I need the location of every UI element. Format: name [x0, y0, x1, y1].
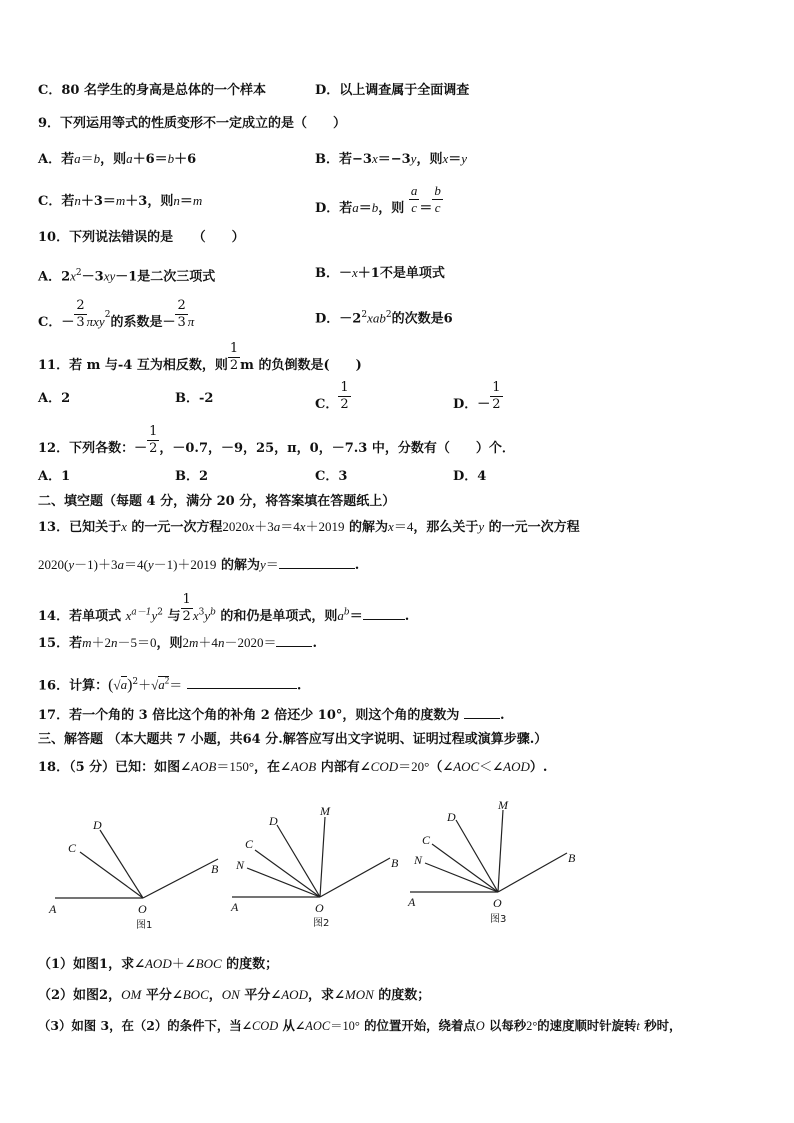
q10-option-c: C．－ $\frac{2}{3}$ πxy$^2$的系数是－ $\frac{2}{3}$ π	[38, 298, 195, 330]
fig2-label-a: A	[231, 900, 239, 914]
q11-option-b: B．-2	[175, 391, 214, 406]
section-3-heading: 三、解答题 （本大题共 7 小题，共64 分.解答应写出文字说明、证明过程或演算步骤.）	[38, 732, 548, 747]
fig1-caption: 图1	[136, 920, 153, 931]
q18-part-2: （2）如图2，OM 平分∠BOC，ON 平分∠AOD，求∠MON 的度数；	[38, 987, 431, 1003]
q9-stem: 9．下列运用等式的性质变形不一定成立的是（ ）	[38, 116, 347, 131]
fig2-ray-on	[247, 868, 320, 897]
fig1-label-c: C	[68, 841, 77, 855]
q9-option-d: D．若a＝b，则 $\frac{a}{c}$ ＝ $\frac{b}{c}$	[315, 183, 441, 216]
fig3-caption: 图3	[490, 914, 507, 925]
fig2-caption: 图2	[313, 918, 330, 929]
fig1-label-a: A	[49, 902, 57, 916]
q16-stem: 16．计算：$(√a)^2+√a^2=$ .	[38, 676, 302, 694]
q9-option-a: A．若a＝b，则a＋6＝b＋6	[38, 151, 197, 167]
fig3-label-b: B	[568, 851, 576, 865]
fig1-label-d: D	[93, 818, 102, 832]
fig2-label-c: C	[245, 837, 254, 851]
fig2-label-n: N	[236, 858, 245, 872]
fig2-ray-om	[320, 817, 325, 897]
fig3-ray-od	[456, 820, 498, 892]
fig3-ray-ob	[498, 853, 567, 892]
q18-stem: 18．（5 分）已知：如图∠AOB＝150°，在∠AOB 内部有∠COD＝20°（∠AOC＜∠AOD）.	[38, 759, 548, 775]
q15-answer-blank[interactable]	[276, 634, 312, 647]
fig3-ray-om	[498, 810, 503, 892]
q12-option-c: C．3	[315, 469, 348, 484]
fig3-label-d: D	[447, 810, 456, 824]
q10-stem: 10．下列说法错误的是 （ ）	[38, 230, 245, 245]
fig3-label-n: N	[414, 853, 423, 867]
fig3-ray-oc	[432, 844, 498, 892]
q10-option-b: B．－x＋1不是单项式	[315, 265, 445, 281]
q13-line-2: 2020(y－1)＋3a＝4(y－1)＋2019 的解为y＝ .	[38, 557, 360, 573]
q11-option-c: C． $\frac{1}{2}$	[315, 380, 349, 412]
fig2-label-o: O	[315, 901, 324, 915]
q18-part-1: （1）如图1，求∠AOD＋∠BOC 的度数；	[38, 956, 279, 972]
fig3-label-c: C	[422, 833, 431, 847]
q17-answer-blank[interactable]	[464, 706, 500, 719]
q12-option-a: A．1	[38, 469, 71, 484]
q12-option-b: B．2	[175, 469, 209, 484]
fig2-label-m: M	[320, 804, 330, 818]
q18-figures	[0, 795, 794, 945]
q9-option-b: B．若−3x＝−3y，则x＝y	[315, 151, 468, 167]
q10-option-a: A．$2x^2-3xy-1$是二次三项式	[38, 268, 216, 285]
q8-option-d: D．以上调查属于全面调查	[315, 83, 470, 98]
q11-stem: 11．若 m 与-4 互为相反数，则 $\frac{1}{2}$ m 的负倒数是( )	[38, 341, 362, 373]
fig2-label-b: B	[391, 856, 399, 870]
q9-option-c: C．若n＋3＝m＋3，则n＝m	[38, 193, 203, 209]
q12-option-d: D．4	[453, 469, 487, 484]
fig2-ray-oc	[255, 850, 320, 897]
q13-answer-blank[interactable]	[279, 556, 355, 569]
q13-line-1: 13．已知关于x 的一元一次方程2020x＋3a＝4x＋2019 的解为x＝4，那么关于y 的一元一次方程	[38, 519, 580, 535]
fig1-label-b: B	[211, 862, 219, 876]
fig1-label-o: O	[138, 902, 147, 916]
fig2-label-d: D	[269, 814, 278, 828]
fig2-ray-ob	[320, 858, 390, 897]
q10-option-d: D．$-2^2xab^2$的次数是6	[315, 310, 453, 327]
fig3-label-o: O	[493, 896, 502, 910]
q11-option-d: D．－ $\frac{1}{2}$	[453, 380, 501, 412]
fig3-label-a: A	[408, 895, 416, 909]
q18-part-3: （3）如图 3，在（2）的条件下，当∠COD 从∠AOC＝10° 的位置开始，绕着点O 以每秒2°的速度顺时针旋转t 秒时，	[38, 1018, 682, 1033]
q16-answer-blank[interactable]	[187, 676, 297, 689]
q17-stem: 17．若一个角的 3 倍比这个角的补角 2 倍还少 10°，则这个角的度数为 .	[38, 708, 505, 723]
q11-option-a: A．2	[38, 391, 71, 406]
fig3-ray-on	[425, 863, 498, 892]
q12-stem: 12．下列各数：－ $\frac{1}{2}$ ，－0.7，－9，25，π，0，－7.3 中，分数有（ ）个．	[38, 424, 515, 456]
fig1-ray-ob	[143, 859, 218, 898]
fig1-ray-od	[100, 830, 143, 898]
q14-stem: 14．若单项式 $x^{a-1}y^2$ 与 $\frac{1}{2}$ $x^3y^b$ 的和仍是单项式，则$a^b=$ .	[38, 592, 410, 624]
fig1-ray-oc	[80, 852, 143, 898]
q15-stem: 15．若m＋2n－5＝0，则2m＋4n－2020＝ .	[38, 635, 317, 651]
section-2-heading: 二、填空题（每题 4 分，满分 20 分，将答案填在答题纸上）	[38, 494, 396, 509]
fig2-ray-od	[277, 825, 320, 897]
q8-option-c: C．80 名学生的身高是总体的一个样本	[38, 83, 266, 98]
fig3-label-m: M	[498, 798, 508, 812]
q14-answer-blank[interactable]	[363, 607, 405, 620]
